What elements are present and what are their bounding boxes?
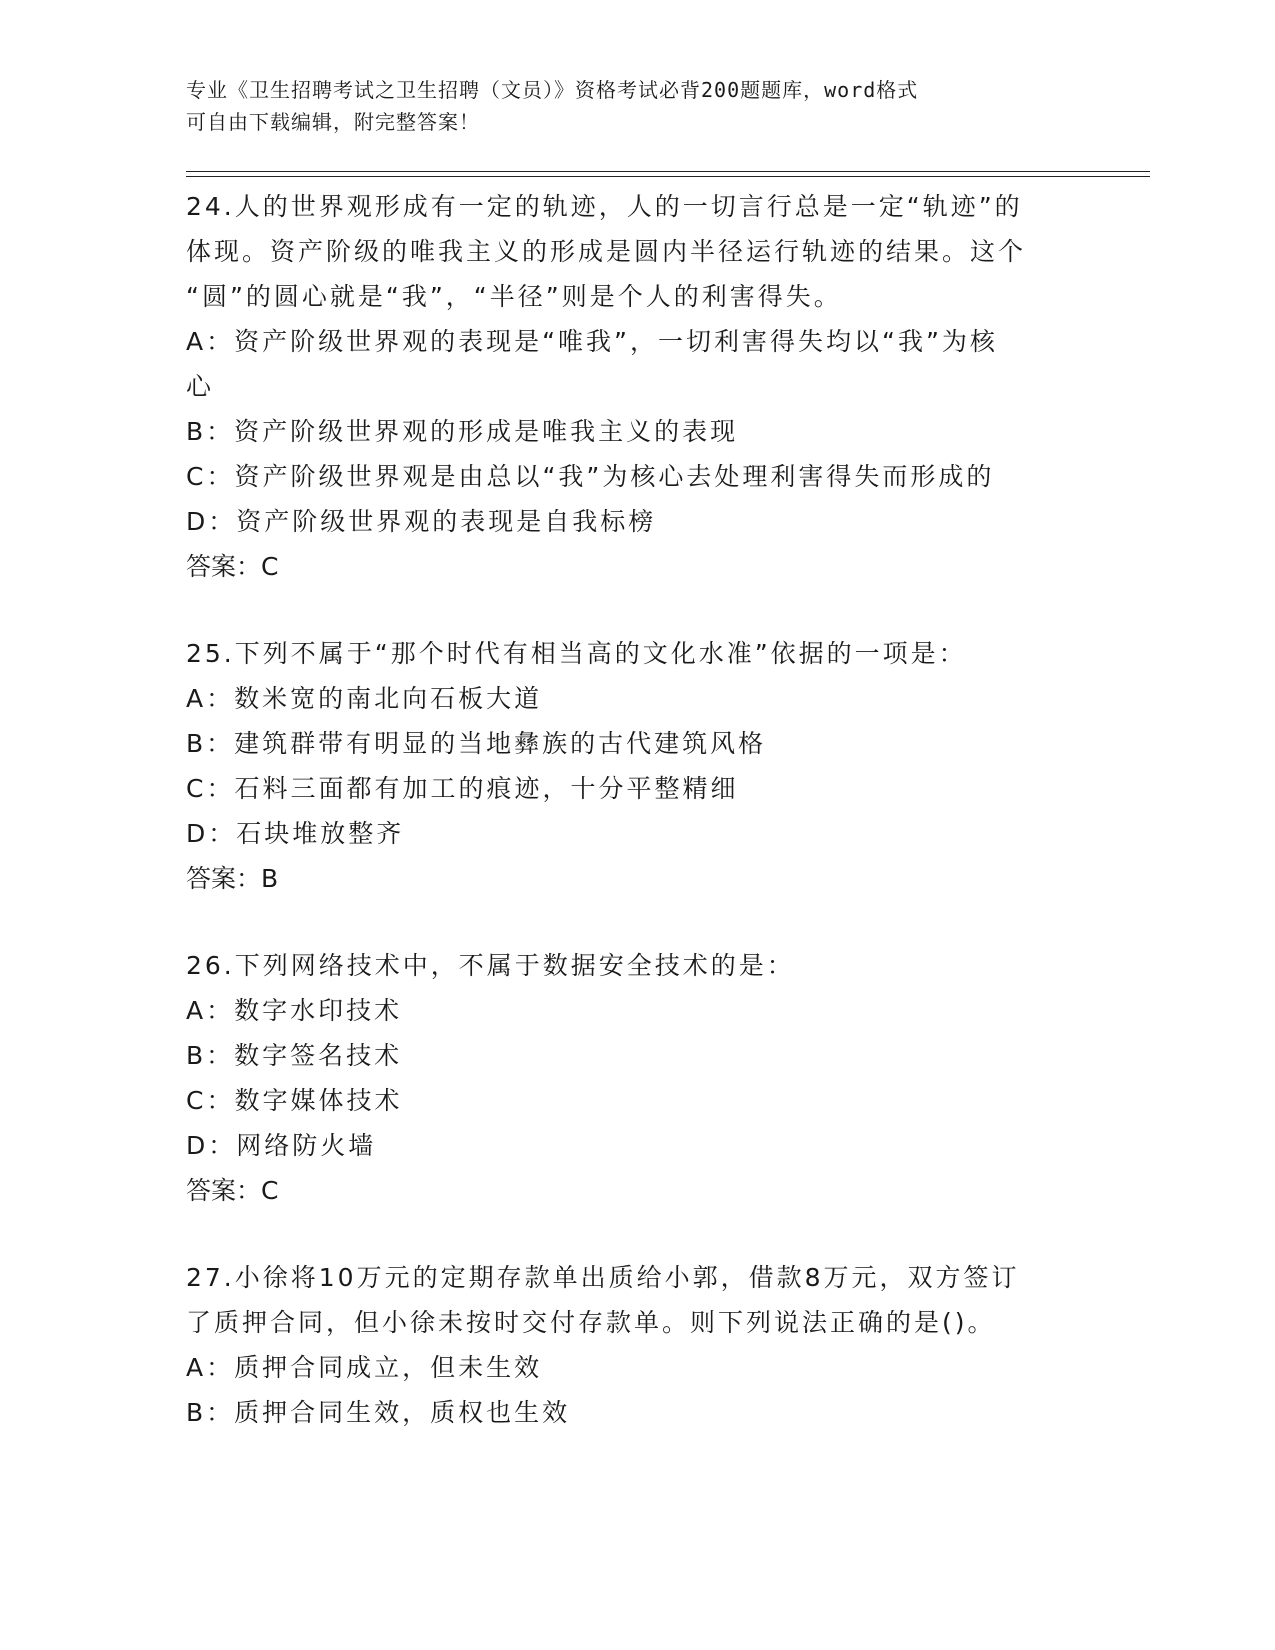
question-stem-line: 27.小徐将10万元的定期存款单出质给小郭，借款8万元，双方签订 (186, 1263, 1020, 1292)
option-line: B：数字签名技术 (186, 1041, 403, 1070)
question-stem-line: 25.下列不属于“那个时代有相当高的文化水准”依据的一项是： (186, 639, 967, 668)
option-line: D：石块堆放整齐 (186, 819, 405, 848)
option-line: D：资产阶级世界观的表现是自我标榜 (186, 507, 657, 536)
option-line: B：资产阶级世界观的形成是唯我主义的表现 (186, 417, 739, 446)
option-line: B：建筑群带有明显的当地彝族的古代建筑风格 (186, 729, 767, 758)
question-block (186, 943, 1086, 1213)
question-stem-line: 体现。资产阶级的唯我主义的形成是圆内半径运行轨迹的结果。这个 (186, 237, 1027, 266)
option-line: A：资产阶级世界观的表现是“唯我”，一切利害得失均以“我”为核 (186, 327, 998, 356)
header-line-2: 可自由下载编辑，附完整答案！ (186, 110, 480, 134)
question-block (186, 631, 1086, 901)
option-line: 心 (186, 372, 215, 401)
header-rule-bottom (186, 176, 1150, 177)
answer-line: 答案：C (186, 1176, 279, 1205)
header-rule-top (186, 171, 1150, 172)
question-block (186, 184, 1086, 589)
question-stem-line: “圆”的圆心就是“我”，“半径”则是个人的利害得失。 (186, 282, 842, 311)
document-header (186, 74, 1066, 138)
question-list (186, 184, 1086, 1477)
question-stem-line: 了质押合同，但小徐未按时交付存款单。则下列说法正确的是()。 (186, 1308, 996, 1337)
option-line: A：数米宽的南北向石板大道 (186, 684, 543, 713)
option-line: C：数字媒体技术 (186, 1086, 403, 1115)
option-line: C：资产阶级世界观是由总以“我”为核心去处理利害得失而形成的 (186, 462, 995, 491)
answer-line: 答案：B (186, 864, 279, 893)
option-line: C：石料三面都有加工的痕迹，十分平整精细 (186, 774, 739, 803)
header-line-1: 专业《卫生招聘考试之卫生招聘（文员）》资格考试必背200题题库，word格式 (186, 78, 919, 102)
answer-line: 答案：C (186, 552, 279, 581)
question-block (186, 1255, 1086, 1435)
option-line: D：网络防火墙 (186, 1131, 377, 1160)
option-line: A：质押合同成立，但未生效 (186, 1353, 543, 1382)
option-line: A：数字水印技术 (186, 996, 403, 1025)
question-stem-line: 26.下列网络技术中，不属于数据安全技术的是： (186, 951, 795, 980)
question-stem-line: 24.人的世界观形成有一定的轨迹，人的一切言行总是一定“轨迹”的 (186, 192, 1023, 221)
option-line: B：质押合同生效，质权也生效 (186, 1398, 571, 1427)
